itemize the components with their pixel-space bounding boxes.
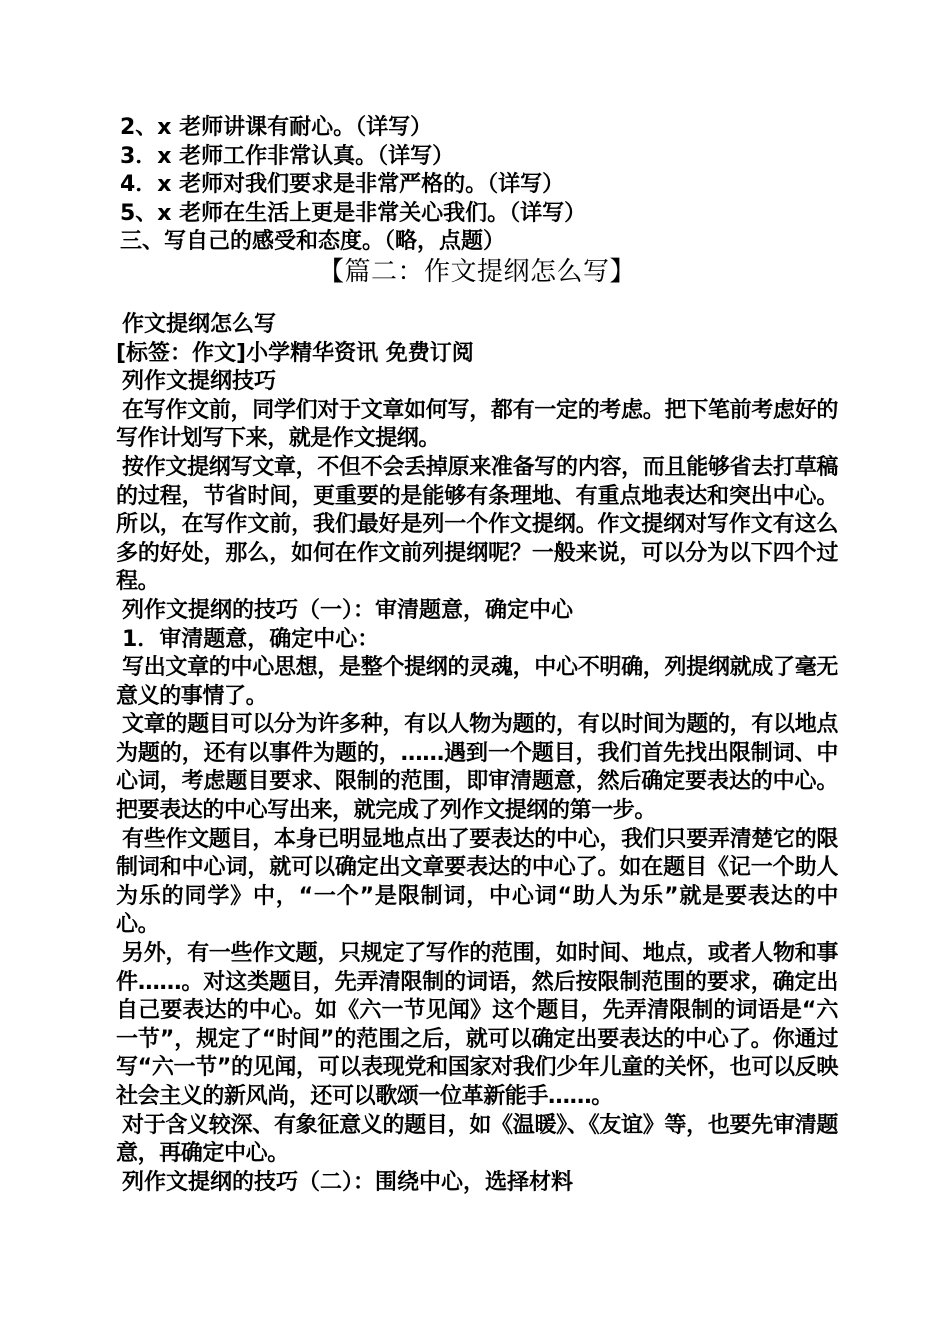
tip2-heading: 列作文提纲的技巧（二）：围绕中心，选择材料 — [122, 1169, 574, 1195]
paragraph-1: 在写作文前，同学们对于文章如何写，都有一定的考虑。把下笔前考虑好的写作计划写下来，就是作文提纲。 — [116, 397, 838, 452]
list-item-5: 5、x 老师在生活上更是非常关心我们。（详写） — [120, 200, 587, 226]
article-title: 作文提纲怎么写 — [122, 311, 277, 337]
article-subtitle: 列作文提纲技巧 — [122, 369, 277, 395]
paragraph-2: 按作文提纲写文章，不但不会丢掉原来准备写的内容，而且能够省去打草稿的过程，节省时间，更重要的是能够有条理地、有重点地表达和突出中心。所以，在写作文前，我们最好是列一个作文提纲。作文提纲对写作文有这么多的好处，那么，如何在作文前列提纲呢？一般来说，可以分为以下四个过程。 — [116, 454, 838, 595]
list-item-3: 3．x 老师工作非常认真。（详写） — [120, 143, 455, 169]
paragraph-7: 对于含义较深、有象征意义的题目，如《温暖》、《友谊》等，也要先审清题意，再确定中心。 — [116, 1112, 838, 1167]
tip1-point: 1．审清题意，确定中心： — [122, 626, 380, 652]
paragraph-6: 另外，有一些作文题，只规定了写作的范围，如时间、地点，或者人物和事件……。对这类题目，先弄清限制的词语，然后按限制范围的要求，确定出自己要表达的中心。如《六一节见闻》这个题目，先弄清限制的词语是“六一节”，规定了“时间”的范围之后，就可以确定出要表达的中心了。你通过写“六一节”的见闻，可以表现党和国家对我们少年儿童的关怀，也可以反映社会主义的新风尚，还可以歌颂一位革新能手……。 — [116, 941, 838, 1109]
section-three: 三、写自己的感受和态度。（略，点题） — [120, 229, 506, 255]
chapter-heading: 【篇二：作文提纲怎么写】 — [317, 256, 636, 287]
paragraph-5: 有些作文题目，本身已明显地点出了要表达的中心，我们只要弄清楚它的限制词和中心词，就可以确定出文章要表达的中心了。如在题目《记一个助人为乐的同学》中，“一个”是限制词，中心词“助人为乐”就是要表达的中心。 — [116, 826, 838, 938]
paragraph-4: 文章的题目可以分为许多种，有以人物为题的，有以时间为题的，有以地点为题的，还有以事件为题的，……遇到一个题目，我们首先找出限制词、中心词，考虑题目要求、限制的范围，即审清题意，然后确定要表达的中心。把要表达的中心写出来，就完成了列作文提纲的第一步。 — [116, 712, 838, 824]
paragraph-3: 写出文章的中心思想，是整个提纲的灵魂，中心不明确，列提纲就成了毫无意义的事情了。 — [116, 655, 838, 709]
list-item-4: 4．x 老师对我们要求是非常严格的。（详写） — [120, 172, 565, 198]
list-item-2: 2、x 老师讲课有耐心。（详写） — [120, 115, 433, 140]
tip1-heading: 列作文提纲的技巧（一）：审清题意，确定中心 — [122, 597, 574, 623]
article-tag-line: [标签：作文]小学精华资讯 免费订阅 — [116, 340, 474, 366]
document-body — [116, 114, 838, 1197]
